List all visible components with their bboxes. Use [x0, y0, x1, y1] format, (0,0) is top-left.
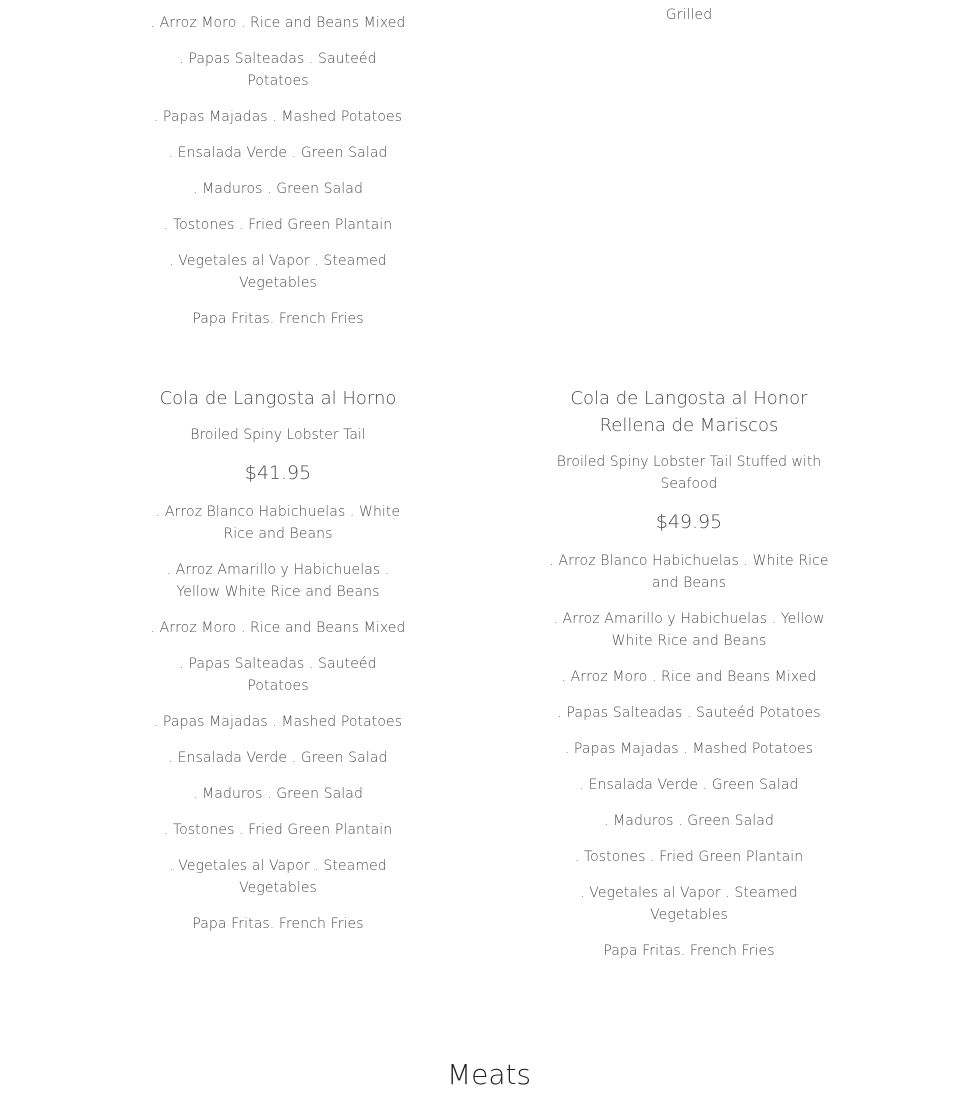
side-dish-item: . Vegetales al Vapor . Steamed Vegetables: [169, 858, 387, 896]
dish-subtitle: Broiled Spiny Lobster Tail Stuffed with Seafood: [556, 454, 822, 492]
dish-card-lobster-stuffed: [540, 385, 838, 976]
side-dish-item: . Arroz Amarillo y Habichuelas . Yellow White Rice and Beans: [166, 562, 390, 600]
section-heading-meats: Meats: [446, 1058, 532, 1091]
side-dish-item: . Maduros . Green Salad: [193, 786, 363, 802]
previous-dish-sides-left: [147, 12, 409, 344]
side-dish-item: . Papas Salteadas . Sauteéd Potatoes: [179, 656, 377, 694]
side-dish-item: . Arroz Blanco Habichuelas . White Rice and Beans: [549, 553, 829, 591]
side-dish-item: . Tostones . Fried Green Plantain: [163, 217, 393, 233]
dish-subtitle: Broiled Spiny Lobster Tail: [190, 427, 366, 443]
dish-title: Cola de Langosta al Horno: [159, 388, 397, 409]
side-dish-item: . Tostones . Fried Green Plantain: [574, 849, 804, 865]
dish-price: $49.95: [655, 511, 723, 533]
side-dish-item: . Arroz Moro . Rice and Beans Mixed: [150, 15, 406, 31]
side-dish-item: . Vegetales al Vapor . Steamed Vegetables: [580, 885, 798, 923]
side-dish-item: . Ensalada Verde . Green Salad: [168, 750, 388, 766]
side-dish-item: . Papas Majadas . Mashed Potatoes: [153, 109, 403, 125]
side-dish-item: . Papas Salteadas . Sauteéd Potatoes: [557, 705, 821, 721]
dish-card-lobster-broiled: [147, 385, 409, 949]
side-dish-item: Papa Fritas. French Fries: [603, 943, 775, 959]
dish-price: $41.95: [244, 462, 312, 484]
side-dish-item: Papa Fritas. French Fries: [192, 311, 364, 327]
dish-title: Cola de Langosta al Honor Rellena de Mariscos: [570, 388, 808, 436]
side-dish-item: . Arroz Moro . Rice and Beans Mixed: [150, 620, 406, 636]
side-dish-item: Grilled: [665, 7, 713, 23]
side-dish-item: . Arroz Blanco Habichuelas . White Rice and Beans: [155, 504, 401, 542]
side-dish-list: [147, 12, 409, 330]
side-dish-item: . Maduros . Green Salad: [604, 813, 774, 829]
side-dish-list: [147, 501, 409, 935]
side-dish-item: Papa Fritas. French Fries: [192, 916, 364, 932]
side-dish-item: . Tostones . Fried Green Plantain: [163, 822, 393, 838]
side-dish-item: . Papas Majadas . Mashed Potatoes: [153, 714, 403, 730]
side-dish-item: . Vegetales al Vapor . Steamed Vegetables: [169, 253, 387, 291]
side-dish-item: . Maduros . Green Salad: [193, 181, 363, 197]
previous-dish-fragment-right: [540, 4, 838, 40]
side-dish-item: . Ensalada Verde . Green Salad: [579, 777, 799, 793]
side-dish-item: . Ensalada Verde . Green Salad: [168, 145, 388, 161]
side-dish-item: . Arroz Moro . Rice and Beans Mixed: [561, 669, 817, 685]
side-dish-list: [540, 550, 838, 962]
side-dish-item: . Papas Salteadas . Sauteéd Potatoes: [179, 51, 377, 89]
side-dish-item: . Arroz Amarillo y Habichuelas . Yellow White Rice and Beans: [553, 611, 825, 649]
side-dish-item: . Papas Majadas . Mashed Potatoes: [564, 741, 814, 757]
